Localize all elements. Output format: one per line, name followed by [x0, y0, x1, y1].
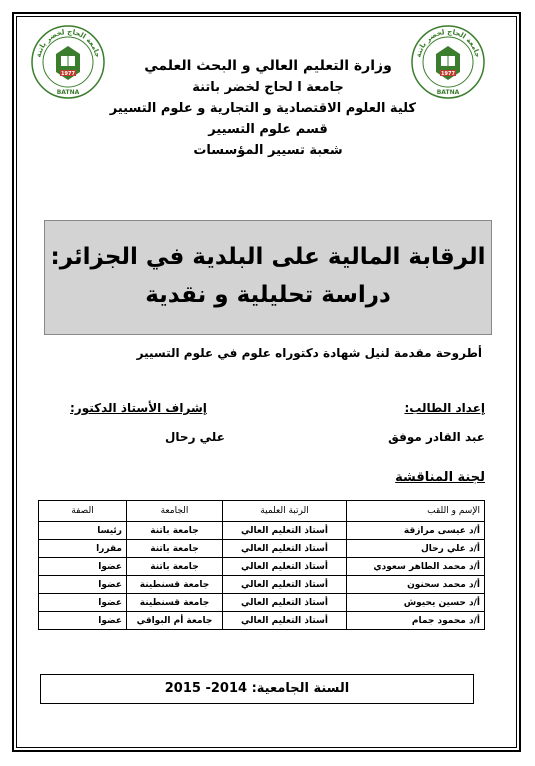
member-rank: أستاذ التعليم العالي [223, 612, 347, 630]
committee-table [38, 500, 485, 630]
institution-header [109, 56, 416, 161]
logo-bottom-text: BATNA [56, 89, 80, 96]
table-row [39, 612, 485, 630]
member-name: أ/د حسين يحيوش [347, 594, 485, 612]
member-name: أ/د محمود جمام [347, 612, 485, 630]
table-row [39, 540, 485, 558]
member-rank: أستاذ التعليم العالي [223, 540, 347, 558]
member-role: عضوا [39, 576, 127, 594]
member-rank: أستاذ التعليم العالي [223, 594, 347, 612]
thesis-title-line1: الرقابة المالية على البلدية في الجزائر: [50, 244, 486, 270]
member-university: جامعة قسنطينة [127, 594, 223, 612]
header-role: الصفة [39, 501, 127, 522]
logo-arc-text: جامعة الحاج لخضر باتنة [414, 27, 482, 59]
table-row [39, 558, 485, 576]
member-name: أ/د محمد سحنون [347, 576, 485, 594]
thesis-title-line2: دراسة تحليلية و نقدية [145, 282, 391, 308]
table-row [39, 594, 485, 612]
member-role: عضوا [39, 594, 127, 612]
branch-name: شعبة تسيير المؤسسات [193, 143, 343, 158]
member-role: رئيسا [39, 522, 127, 540]
member-role: عضوا [39, 558, 127, 576]
member-name: أ/د علي رحال [347, 540, 485, 558]
student-name: عبد القادر موفق [388, 430, 485, 444]
university-name: جامعة ا لحاج لخضر باتنة [192, 80, 344, 95]
member-university: جامعة باتنة [127, 540, 223, 558]
logo-year: 1977 [441, 71, 455, 77]
member-rank: أستاذ التعليم العالي [223, 522, 347, 540]
academic-year: السنة الجامعية: 2014- 2015 [164, 681, 350, 696]
member-role: عضوا [39, 612, 127, 630]
member-name: أ/د محمد الطاهر سعودي [347, 558, 485, 576]
university-logo-right [410, 24, 486, 100]
header-name: الإسم و اللقب [347, 501, 485, 522]
logo-bottom-text: BATNA [436, 89, 460, 96]
member-university: جامعة أم البواقي [127, 612, 223, 630]
student-label: إعداد الطالب: [404, 401, 485, 415]
member-rank: أستاذ التعليم العالي [223, 576, 347, 594]
header-rank: الرتبة العلمية [223, 501, 347, 522]
academic-year-box [40, 674, 474, 704]
supervisor-label: إشراف الأستاذ الدكتور: [70, 401, 207, 415]
committee-header-row [39, 501, 485, 522]
member-university: جامعة قسنطينة [127, 576, 223, 594]
department-name: قسم علوم التسيير [208, 122, 328, 137]
university-logo-left [30, 24, 106, 100]
member-role: مقررا [39, 540, 127, 558]
ministry-name: وزارة التعليم العالي و البحث العلمي [144, 58, 392, 74]
committee-label: لجنة المناقشة [395, 470, 485, 485]
supervisor-name: علي رحال [165, 430, 225, 444]
table-row [39, 576, 485, 594]
thesis-subtitle: أطروحة مقدمة لنيل شهادة دكتوراه علوم في علوم التسيير [136, 346, 482, 360]
faculty-name: كلية العلوم الاقتصادية و التجارية و علوم التسيير [109, 101, 416, 116]
member-name: أ/د عيسى مرازقة [347, 522, 485, 540]
member-university: جامعة باتنة [127, 522, 223, 540]
header-university: الجامعة [127, 501, 223, 522]
member-rank: أستاذ التعليم العالي [223, 558, 347, 576]
table-row [39, 522, 485, 540]
member-university: جامعة باتنة [127, 558, 223, 576]
logo-arc-text: جامعة الحاج لخضر باتنة [34, 27, 102, 59]
logo-year: 1977 [61, 71, 75, 77]
thesis-title-box [44, 220, 492, 335]
